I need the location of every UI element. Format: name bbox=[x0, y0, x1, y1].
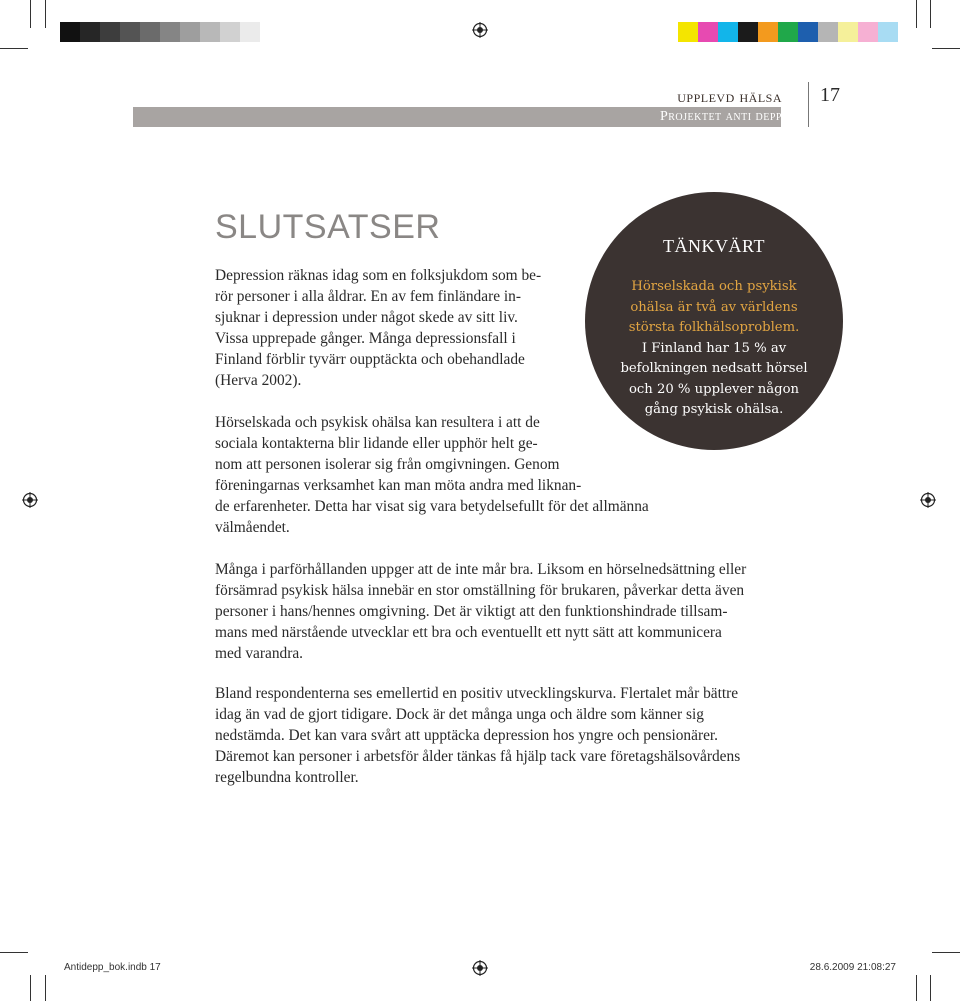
page-title: SLUTSATSER bbox=[215, 208, 441, 246]
crop-mark-bottom-right-v2 bbox=[916, 975, 917, 1001]
gray-swatch bbox=[160, 22, 180, 42]
gray-swatch bbox=[140, 22, 160, 42]
crop-mark-top-left-v bbox=[30, 0, 31, 28]
color-swatch bbox=[718, 22, 738, 42]
crop-mark-top-right-v bbox=[930, 0, 931, 28]
gray-swatch bbox=[60, 22, 80, 42]
gray-swatch bbox=[200, 22, 220, 42]
color-swatch bbox=[878, 22, 898, 42]
callout-highlight-line: ohälsa är två av världens bbox=[630, 299, 798, 315]
callout-circle bbox=[585, 192, 843, 450]
paragraph-4-line: Bland respondenterna ses emellertid en positiv utvecklingskurva. Flertalet mår bättre bbox=[215, 685, 739, 702]
crop-mark-bottom-right-h bbox=[932, 952, 960, 953]
gray-swatch bbox=[100, 22, 120, 42]
color-swatch bbox=[838, 22, 858, 42]
callout-body-line: gång psykisk ohälsa. bbox=[644, 402, 784, 417]
crop-mark-top-left-v2 bbox=[45, 0, 46, 28]
paragraph-2-line: Hörselskada och psykisk ohälsa kan resultera i att de bbox=[215, 414, 540, 431]
crop-mark-bottom-left-v bbox=[30, 975, 31, 1001]
paragraph-2-line: välmåendet. bbox=[215, 518, 290, 536]
callout-highlight-line: Hörselskada och psykisk bbox=[631, 279, 797, 294]
crop-mark-bottom-left-v2 bbox=[45, 975, 46, 1001]
color-swatch bbox=[858, 22, 878, 42]
gray-swatch bbox=[80, 22, 100, 42]
gray-swatch bbox=[120, 22, 140, 42]
paragraph-1 bbox=[215, 266, 541, 391]
crop-mark-top-right-v2 bbox=[916, 0, 917, 28]
crop-mark-top-right-h bbox=[932, 48, 960, 49]
paragraph-1-line: sjuknar i depression under något skede av sitt liv. bbox=[215, 308, 518, 326]
callout-body-line: och 20 % upplever någon bbox=[628, 381, 800, 397]
callout-title: TÄNKVÄRT bbox=[663, 236, 765, 256]
footer-timestamp: 28.6.2009 21:08:27 bbox=[809, 962, 896, 973]
color-swatch bbox=[738, 22, 758, 42]
running-header-subtitle: Projektet anti depp bbox=[659, 109, 782, 124]
registration-mark-right-icon bbox=[920, 492, 936, 508]
color-swatch bbox=[698, 22, 718, 42]
paragraph-3-line: med varandra. bbox=[215, 644, 304, 662]
header-divider bbox=[808, 82, 809, 127]
registration-mark-left-icon bbox=[22, 492, 38, 508]
paragraph-2-line: nom att personen isolerar sig från omgivningen. Genom bbox=[215, 455, 560, 473]
running-header-section: upplevd hälsa bbox=[677, 87, 782, 106]
paragraph-4-line: nedstämda. Det kan vara svårt att upptäcka depression hos yngre och pensionärer. bbox=[215, 726, 719, 744]
callout-text bbox=[585, 277, 843, 421]
paragraph-4-line: Däremot kan personer i arbetsför ålder tänkas få hjälp tack vare företagshälsovårdens bbox=[215, 747, 741, 765]
paragraph-2-line: de erfarenheter. Detta har visat sig vara betydelsefullt för det allmänna bbox=[215, 497, 649, 515]
callout-body-line: I Finland har 15 % av bbox=[641, 340, 787, 356]
crop-mark-top-left-h bbox=[0, 48, 28, 49]
gray-swatch bbox=[180, 22, 200, 42]
registration-mark-bottom-icon bbox=[472, 960, 488, 976]
color-swatch bbox=[818, 22, 838, 42]
paragraph-1-line: Vissa upprepade gånger. Många depressionsfall i bbox=[215, 329, 516, 347]
paragraph-4-line: regelbundna kontroller. bbox=[215, 768, 359, 786]
paragraph-1-line: rör personer i alla åldrar. En av fem finländare in- bbox=[215, 287, 521, 305]
registration-mark-top-icon bbox=[472, 22, 488, 38]
crop-mark-bottom-left-h bbox=[0, 952, 28, 953]
crop-mark-bottom-right-v bbox=[930, 975, 931, 1001]
color-swatch bbox=[678, 22, 698, 42]
paragraph-4-line: idag än vad de gjort tidigare. Dock är det många unga och äldre som känner sig bbox=[215, 705, 704, 723]
paragraph-2-line: föreningarnas verksamhet kan man möta andra med liknan- bbox=[215, 476, 582, 494]
callout-body-line: befolkningen nedsatt hörsel bbox=[620, 361, 808, 376]
paragraph-3-line: försämrad psykisk hälsa innebär en stor omställning för brukaren, påverkar detta även bbox=[215, 581, 745, 599]
paragraph-1-line: Finland förblir tyvärr oupptäckta och obehandlade bbox=[215, 350, 525, 368]
paragraph-3-line: Många i parförhållanden uppger att de inte mår bra. Liksom en hörselnedsättning eller bbox=[215, 561, 747, 578]
page-number: 17 bbox=[820, 84, 840, 106]
footer-file: Antidepp_bok.indb 17 bbox=[64, 962, 161, 973]
paragraph-3 bbox=[215, 560, 746, 665]
paragraph-3-line: personer i hans/hennes omgivning. Det är viktigt att den funktionshindrade tillsam- bbox=[215, 602, 728, 620]
gray-swatch bbox=[220, 22, 240, 42]
paragraph-3-line: mans med närstående utvecklar ett bra och eventuellt ett nytt sätt att kommunicera bbox=[215, 623, 722, 641]
paragraph-1-line: (Herva 2002). bbox=[215, 371, 302, 389]
paragraph-2-line: sociala kontakterna blir lidande eller upphör helt ge- bbox=[215, 434, 538, 452]
gray-swatch bbox=[240, 22, 260, 42]
color-swatch bbox=[798, 22, 818, 42]
paragraph-1-line: Depression räknas idag som en folksjukdom som be- bbox=[215, 267, 542, 284]
paragraph-2 bbox=[215, 413, 649, 538]
callout-highlight-line: största folkhälsoproblem. bbox=[628, 320, 800, 335]
color-swatch bbox=[758, 22, 778, 42]
paragraph-4 bbox=[215, 684, 740, 789]
color-swatch bbox=[778, 22, 798, 42]
